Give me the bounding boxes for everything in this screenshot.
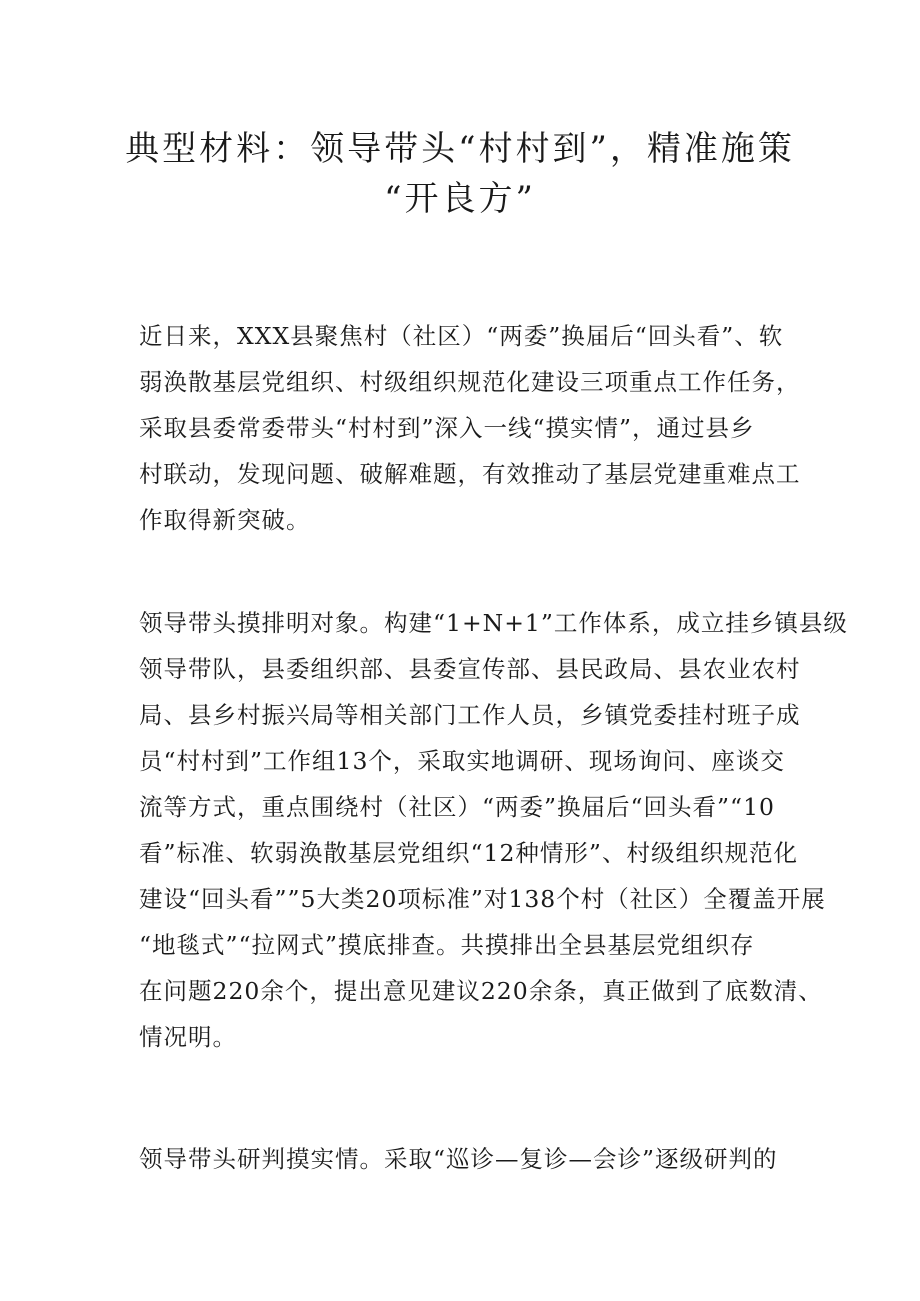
paragraph-line: “地毯式”“拉网式”摸底排查。共摸排出全县基层党组织存 (139, 931, 755, 959)
paragraph-line: 领导带头摸排明对象。构建“1+N+1”工作体系，成立挂乡镇县级 (139, 609, 848, 637)
paragraph-line: 近日来，XXX县聚焦村（社区）“两委”换届后“回头看”、软 (139, 322, 784, 350)
title-line: “开良方” (384, 179, 536, 219)
paragraph-line: 弱涣散基层党组织、村级组织规范化建设三项重点工作任务， (139, 368, 801, 396)
document-title (100, 124, 820, 224)
paragraph-line: 作取得新突破。 (139, 506, 311, 534)
paragraph-line: 领导带队，县委组织部、县委宣传部、县民政局、县农业农村 (139, 655, 801, 683)
paragraph-line: 村联动，发现问题、破解难题，有效推动了基层党建重难点工 (139, 460, 801, 488)
paragraph-survey (139, 600, 848, 1060)
paragraph-line: 领导带头研判摸实情。采取“巡诊—复诊—会诊”逐级研判的 (139, 1145, 778, 1173)
paragraph-line: 情况明。 (139, 1023, 237, 1051)
paragraph-line: 流等方式，重点围绕村（社区）“两委”换届后“回头看”“10 (139, 793, 775, 821)
paragraph-line: 采取县委常委带头“村村到”深入一线“摸实情”，通过县乡 (139, 414, 755, 442)
paragraph-line: 在问题220余个，提出意见建议220余条，真正做到了底数清、 (139, 977, 823, 1005)
paragraph-research (139, 1136, 787, 1182)
paragraph-intro (139, 313, 801, 543)
paragraph-line: 员“村村到”工作组13个，采取实地调研、现场询问、座谈交 (139, 747, 785, 775)
paragraph-line: 看”标准、软弱涣散基层党组织“12种情形”、村级组织规范化 (139, 839, 798, 867)
paragraph-line: 建设“回头看””5大类20项标准”对138个村（社区）全覆盖开展 (139, 885, 826, 913)
title-line: 典型材料：领导带头“村村到”，精准施策 (125, 129, 795, 169)
paragraph-line: 局、县乡村振兴局等相关部门工作人员，乡镇党委挂村班子成 (139, 701, 801, 729)
